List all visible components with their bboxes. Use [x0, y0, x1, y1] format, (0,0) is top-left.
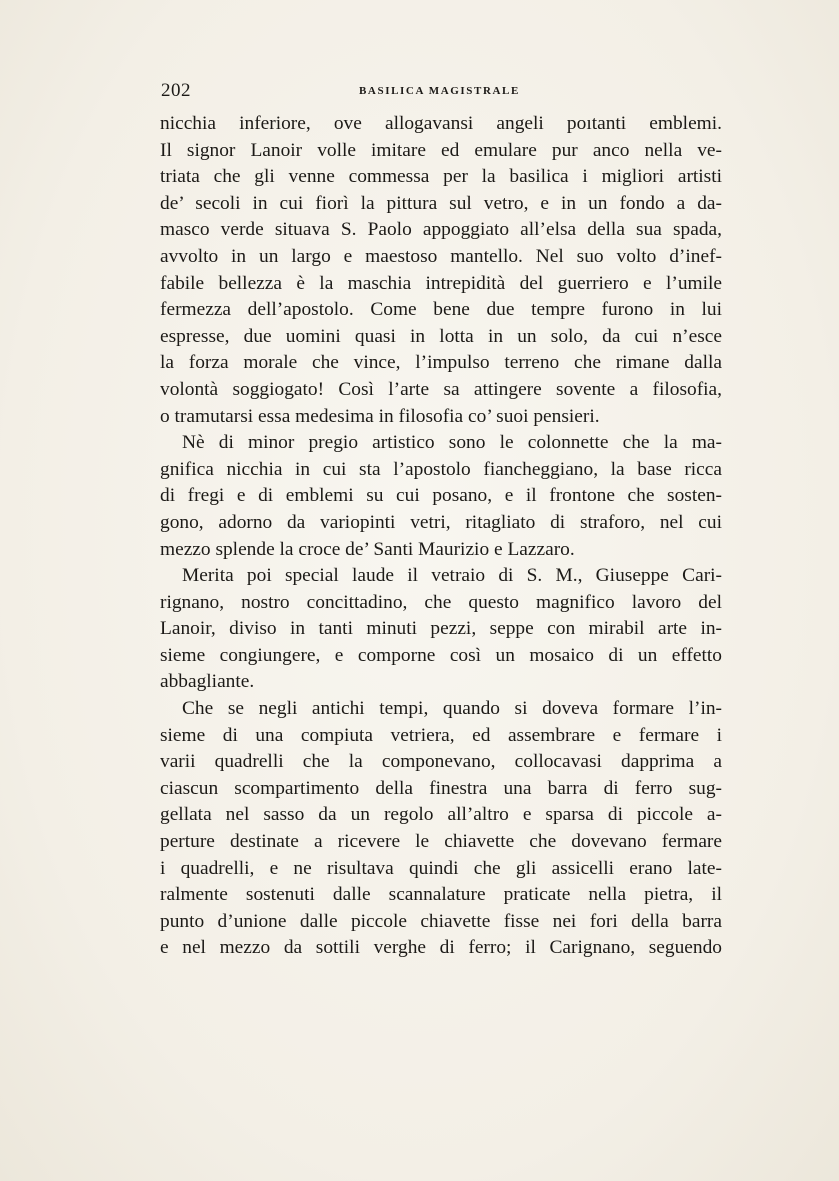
- text-line: rignano, nostro concittadino, che questo magnifico lavoro del: [160, 591, 722, 613]
- text-line: gono, adorno da variopinti vetri, ritagliato di straforo, nel cui: [160, 511, 722, 533]
- text-line: Nè di minor pregio artistico sono le colonnette che la ma-: [182, 432, 722, 454]
- text-line: o tramutarsi essa medesima in filosofia co’ suoi pensieri.: [160, 405, 600, 427]
- text-line: i quadrelli, e ne risultava quindi che gli assicelli erano late-: [160, 857, 722, 879]
- text-line: Lanoir, diviso in tanti minuti pezzi, seppe con mirabil arte in-: [160, 618, 722, 640]
- text-line: Merita poi special laude il vetraio di S. M., Giuseppe Cari-: [182, 565, 722, 587]
- text-line: perture destinate a ricevere le chiavette che dovevano fermare: [160, 831, 722, 853]
- text-line: ralmente sostenuti dalle scannalature praticate nella pietra, il: [160, 884, 722, 906]
- text-line: punto d’unione dalle piccole chiavette fisse nei fori della barra: [160, 910, 722, 932]
- running-head: [161, 80, 722, 104]
- paragraph-3: [160, 563, 722, 696]
- text-line: gellata nel sasso da un regolo all’altro e sparsa di piccole a-: [160, 804, 722, 826]
- text-line: ciascun scompartimento della finestra una barra di ferro sug-: [160, 777, 722, 799]
- text-line: Il signor Lanoir volle imitare ed emulare pur anco nella ve-: [160, 139, 722, 161]
- page-number: 202: [161, 80, 191, 101]
- text-line: nicchia inferiore, ove allogavansi angeli poıtanti emblemi.: [160, 113, 722, 134]
- text-line: fabile bellezza è la maschia intrepidità del guerriero e l’umile: [160, 272, 722, 294]
- text-line: di fregi e di emblemi su cui posano, e il frontone che sosten-: [160, 485, 722, 507]
- body-text: [160, 111, 722, 962]
- text-line: avvolto in un largo e maestoso mantello. Nel suo volto d’inef-: [160, 245, 722, 267]
- text-line: varii quadrelli che la componevano, collocavasi dapprima a: [160, 751, 722, 773]
- text-line: fermezza dell’apostolo. Come bene due tempre furono in lui: [160, 299, 722, 321]
- text-line: espresse, due uomini quasi in lotta in un solo, da cui n’esce: [160, 325, 722, 347]
- text-line: de’ secoli in cui fiorì la pittura sul vetro, e in un fondo a da-: [160, 192, 722, 214]
- text-line: volontà soggiogato! Così l’arte sa attingere sovente a filosofia,: [160, 378, 722, 400]
- text-line: gnifica nicchia in cui sta l’apostolo fiancheggiano, la base ricca: [160, 458, 722, 480]
- text-line: Che se negli antichi tempi, quando si doveva formare l’in-: [182, 698, 722, 720]
- text-line: triata che gli venne commessa per la basilica i migliori artisti: [160, 166, 722, 188]
- text-line: masco verde situava S. Paolo appoggiato all’elsa della sua spada,: [160, 219, 722, 241]
- text-line: la forza morale che vince, l’impulso terreno che rimane dalla: [160, 352, 722, 374]
- paragraph-2: [160, 430, 722, 563]
- paragraph-1: [160, 111, 722, 430]
- paragraph-4: [160, 696, 722, 962]
- running-title: BASILICA MAGISTRALE: [359, 85, 520, 97]
- text-line: sieme di una compiuta vetriera, ed assembrare e fermare i: [160, 724, 722, 746]
- text-line: sieme congiungere, e comporne così un mosaico di un effetto: [160, 644, 722, 666]
- text-line: mezzo splende la croce de’ Santi Maurizio e Lazzaro.: [160, 538, 575, 560]
- text-line: e nel mezzo da sottili verghe di ferro; il Carignano, seguendo: [160, 937, 722, 959]
- text-line: abbagliante.: [160, 671, 255, 693]
